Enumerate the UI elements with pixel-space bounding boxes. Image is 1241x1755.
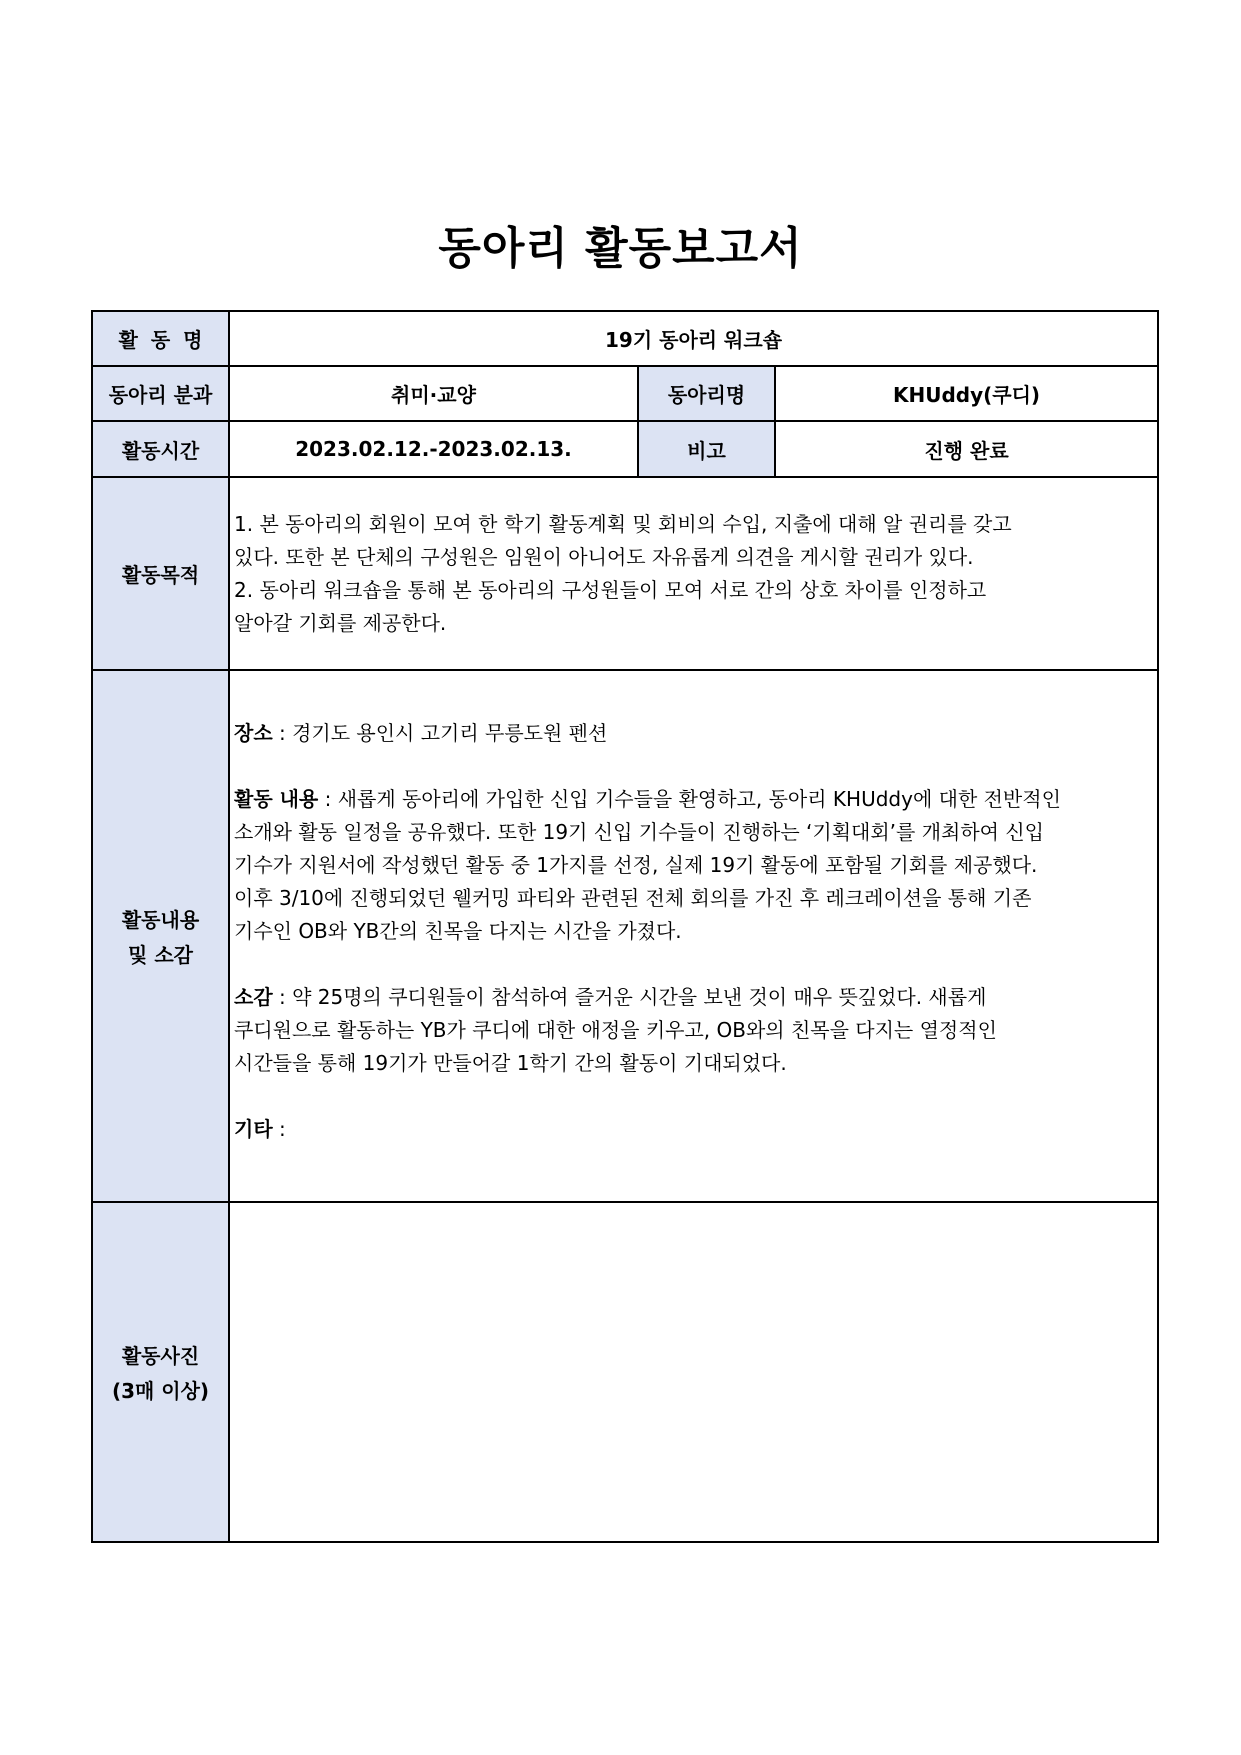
activity-line: 소개와 활동 일정을 공유했다. 또한 19기 신입 기수들이 진행하는 ‘기획대회’를 개최하여 신입 [234, 820, 1044, 844]
content-label [92, 670, 229, 1202]
purpose-text [230, 508, 1157, 640]
impression-line: 쿠디원으로 활동하는 YB가 쿠디에 대한 애정을 키우고, OB와의 친목을 다지는 열정적인 [234, 1018, 997, 1042]
purpose-line: 1. 본 동아리의 회원이 모여 한 학기 활동계획 및 회비의 수입, 지출에 대해 알 권리를 갖고 [234, 511, 1012, 536]
remarks-label: 비고 [638, 421, 775, 477]
row-purpose [92, 477, 1158, 670]
row-time [92, 421, 1158, 477]
activity-time-label: 활동시간 [92, 421, 229, 477]
impression-key: 소감 [234, 985, 273, 1009]
content-label-line1: 활동내용 [121, 908, 200, 932]
content-body [229, 670, 1158, 1202]
place-text: : 경기도 용인시 고기리 무릉도원 펜션 [272, 721, 608, 745]
impression-first: : 약 25명의 쿠디원들이 참석하여 즐거운 시간을 보낸 것이 매우 뜻깊었다. 새롭게 [272, 985, 987, 1009]
row-content [92, 670, 1158, 1202]
impression-line [234, 981, 1153, 1014]
photos-area [229, 1202, 1158, 1542]
activity-name-label: 활 동 명 [92, 311, 229, 366]
activity-line: 이후 3/10에 진행되었던 웰커밍 파티와 관련된 전체 회의를 가진 후 레크레이션을 통해 기존 [234, 886, 1032, 910]
content-label-line2: 및 소감 [128, 943, 193, 967]
club-name-value: KHUddy(쿠디) [775, 366, 1158, 421]
row-photos [92, 1202, 1158, 1542]
purpose-content [229, 477, 1158, 670]
club-name-label: 동아리명 [638, 366, 775, 421]
activity-name-value: 19기 동아리 워크숍 [229, 311, 1158, 366]
club-category-value: 취미·교양 [229, 366, 638, 421]
activity-first: : 새롭게 동아리에 가입한 신입 기수들을 환영하고, 동아리 KHUddy에 대한 전반적인 [318, 787, 1061, 811]
etc-line [234, 1113, 1153, 1146]
place-key: 장소 [234, 721, 273, 745]
activity-line: 기수인 OB와 YB간의 친목을 다지는 시간을 가졌다. [234, 919, 682, 943]
purpose-line: 알아갈 기회를 제공한다. [234, 610, 447, 635]
page-title: 동아리 활동보고서 [438, 223, 803, 274]
purpose-label: 활동목적 [92, 477, 229, 670]
report-table [91, 310, 1159, 1543]
remarks-value: 진행 완료 [775, 421, 1158, 477]
club-category-label: 동아리 분과 [92, 366, 229, 421]
activity-key: 활동 내용 [234, 787, 319, 811]
photos-label-line1: 활동사진 [121, 1344, 200, 1368]
photos-label-line2: (3매 이상) [111, 1379, 210, 1403]
place-line [234, 717, 1153, 750]
photos-label [92, 1202, 229, 1542]
purpose-line: 2. 동아리 워크숍을 통해 본 동아리의 구성원들이 모여 서로 간의 상호 차이를 인정하고 [234, 577, 987, 602]
row-club [92, 366, 1158, 421]
activity-time-value: 2023.02.12.-2023.02.13. [229, 421, 638, 477]
row-activity-name [92, 311, 1158, 366]
purpose-line: 있다. 또한 본 단체의 구성원은 임원이 아니어도 자유롭게 의견을 게시할 권리가 있다. [234, 544, 974, 569]
activity-line [234, 783, 1153, 816]
etc-key: 기타 [234, 1117, 273, 1141]
activity-line: 기수가 지원서에 작성했던 활동 중 1가지를 선정, 실제 19기 활동에 포함될 기회를 제공했다. [234, 853, 1038, 877]
content-text [230, 671, 1157, 1146]
etc-text: : [272, 1117, 286, 1141]
impression-line: 시간들을 통해 19기가 만들어갈 1학기 간의 활동이 기대되었다. [234, 1051, 787, 1075]
